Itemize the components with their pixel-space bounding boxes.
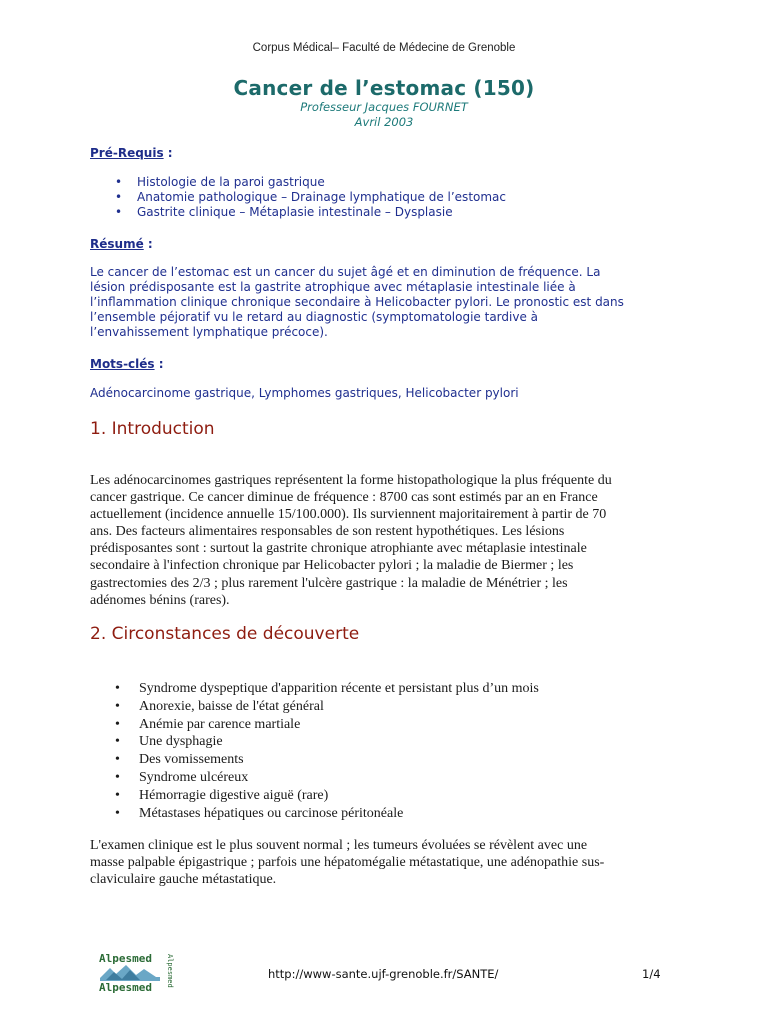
keywords-text: Adénocarcinome gastrique, Lymphomes gastriques, Helicobacter pylori — [90, 386, 519, 400]
circonstance-item: • Une dysphagie — [90, 733, 539, 751]
document-title: Cancer de l’estomac (150) — [233, 76, 535, 100]
prerequis-item: • Gastrite clinique – Métaplasie intestinale – Dysplasie — [90, 205, 506, 220]
circonstance-item: • Des vomissements — [90, 751, 539, 769]
date-line: Avril 2003 — [354, 115, 414, 129]
resume-line: lésion prédisposante est la gastrite atrophique avec métaplasie intestinale liée à — [90, 280, 576, 294]
paragraph-line: actuellement (incidence annuelle 15/100.000). Ils surviennent majoritairement à partir de 70 — [90, 507, 607, 523]
prerequis-item: • Anatomie pathologique – Drainage lymphatique de l’estomac — [90, 190, 506, 205]
resume-line: l’ensemble péjoratif vu le retard au diagnostic (symptomatologie tardive à — [90, 310, 539, 324]
paragraph-line: ans. Des facteurs alimentaires responsables de son restent hypothétiques. Les lésions — [90, 524, 565, 540]
paragraph-line: gastrectomies des 2/3 ; plus rarement l'ulcère gastrique : la maladie de Ménétrier ; les — [90, 575, 568, 591]
resume-line: l’inflammation clinique chronique secondaire à Helicobacter pylori. Le pronostic est dans — [90, 295, 624, 309]
author-line: Professeur Jacques FOURNET — [300, 100, 468, 114]
resume-title: Résumé — [90, 237, 144, 251]
motscles-title: Mots-clés — [90, 357, 155, 371]
resume-line: Le cancer de l’estomac est un cancer du sujet âgé et en diminution de fréquence. La — [90, 265, 601, 279]
prerequis-title: Pré-Requis — [90, 146, 164, 160]
paragraph-line: masse palpable épigastrique ; parfois une hépatomégalie métastatique, une adénopathie sus- — [90, 855, 605, 871]
svg-text:Alpesmed: Alpesmed — [99, 981, 152, 994]
resume-colon: : — [143, 237, 153, 251]
circonstance-item: • Anémie par carence martiale — [90, 716, 539, 734]
prerequis-item: • Histologie de la paroi gastrique — [90, 175, 506, 190]
examen-paragraph — [90, 837, 690, 888]
paragraph-line: L'examen clinique est le plus souvent normal ; les tumeurs évoluées se révèlent avec une — [90, 838, 588, 853]
paragraph-line: Les adénocarcinomes gastriques représentent la forme histopathologique la plus fréquente du — [90, 473, 612, 488]
footer-url: http://www-sante.ujf-grenoble.fr/SANTE/ — [268, 967, 499, 981]
paragraph-line: cancer gastrique. Ce cancer diminue de fréquence : 8700 cas sont estimés par an en France — [90, 490, 598, 506]
prerequis-colon: : — [163, 146, 173, 160]
resume-line: l’envahissement lymphatique précoce). — [90, 325, 328, 339]
paragraph-line: secondaire à l'infection chronique par Helicobacter pylori ; la maladie de Biermer ; les — [90, 558, 574, 574]
paragraph-line: claviculaire gauche métastatique. — [90, 872, 277, 888]
resume-label — [90, 237, 153, 251]
page-number: 1/4 — [642, 967, 661, 981]
introduction-paragraph — [90, 472, 690, 609]
paragraph-line: adénomes bénins (rares). — [90, 592, 230, 608]
circonstance-item: • Métastases hépatiques ou carcinose péritonéale — [90, 805, 539, 823]
svg-text:Alpesmed: Alpesmed — [166, 954, 174, 988]
circonstance-item: • Anorexie, baisse de l'état général — [90, 698, 539, 716]
section-introduction-heading: 1. Introduction — [90, 419, 215, 439]
prerequis-label — [90, 146, 173, 160]
resume-paragraph — [90, 265, 660, 340]
circonstance-item: • Syndrome dyspeptique d'apparition récente et persistant plus d’un mois — [90, 680, 539, 698]
circonstances-list — [90, 680, 539, 822]
section-circonstances-heading: 2. Circonstances de découverte — [90, 624, 360, 644]
circonstance-item: • Hémorragie digestive aiguë (rare) — [90, 787, 539, 805]
motscles-label — [90, 357, 164, 371]
paragraph-line: prédisposantes sont : surtout la gastrite chronique atrophiante avec métaplasie intestinale — [90, 541, 587, 557]
corpus-header: Corpus Médical– Faculté de Médecine de Grenoble — [252, 42, 516, 54]
motscles-colon: : — [154, 357, 164, 371]
prerequis-list — [90, 175, 506, 220]
svg-text:Alpesmed: Alpesmed — [99, 952, 152, 965]
alpesmed-logo — [96, 950, 178, 994]
circonstance-item: • Syndrome ulcéreux — [90, 769, 539, 787]
